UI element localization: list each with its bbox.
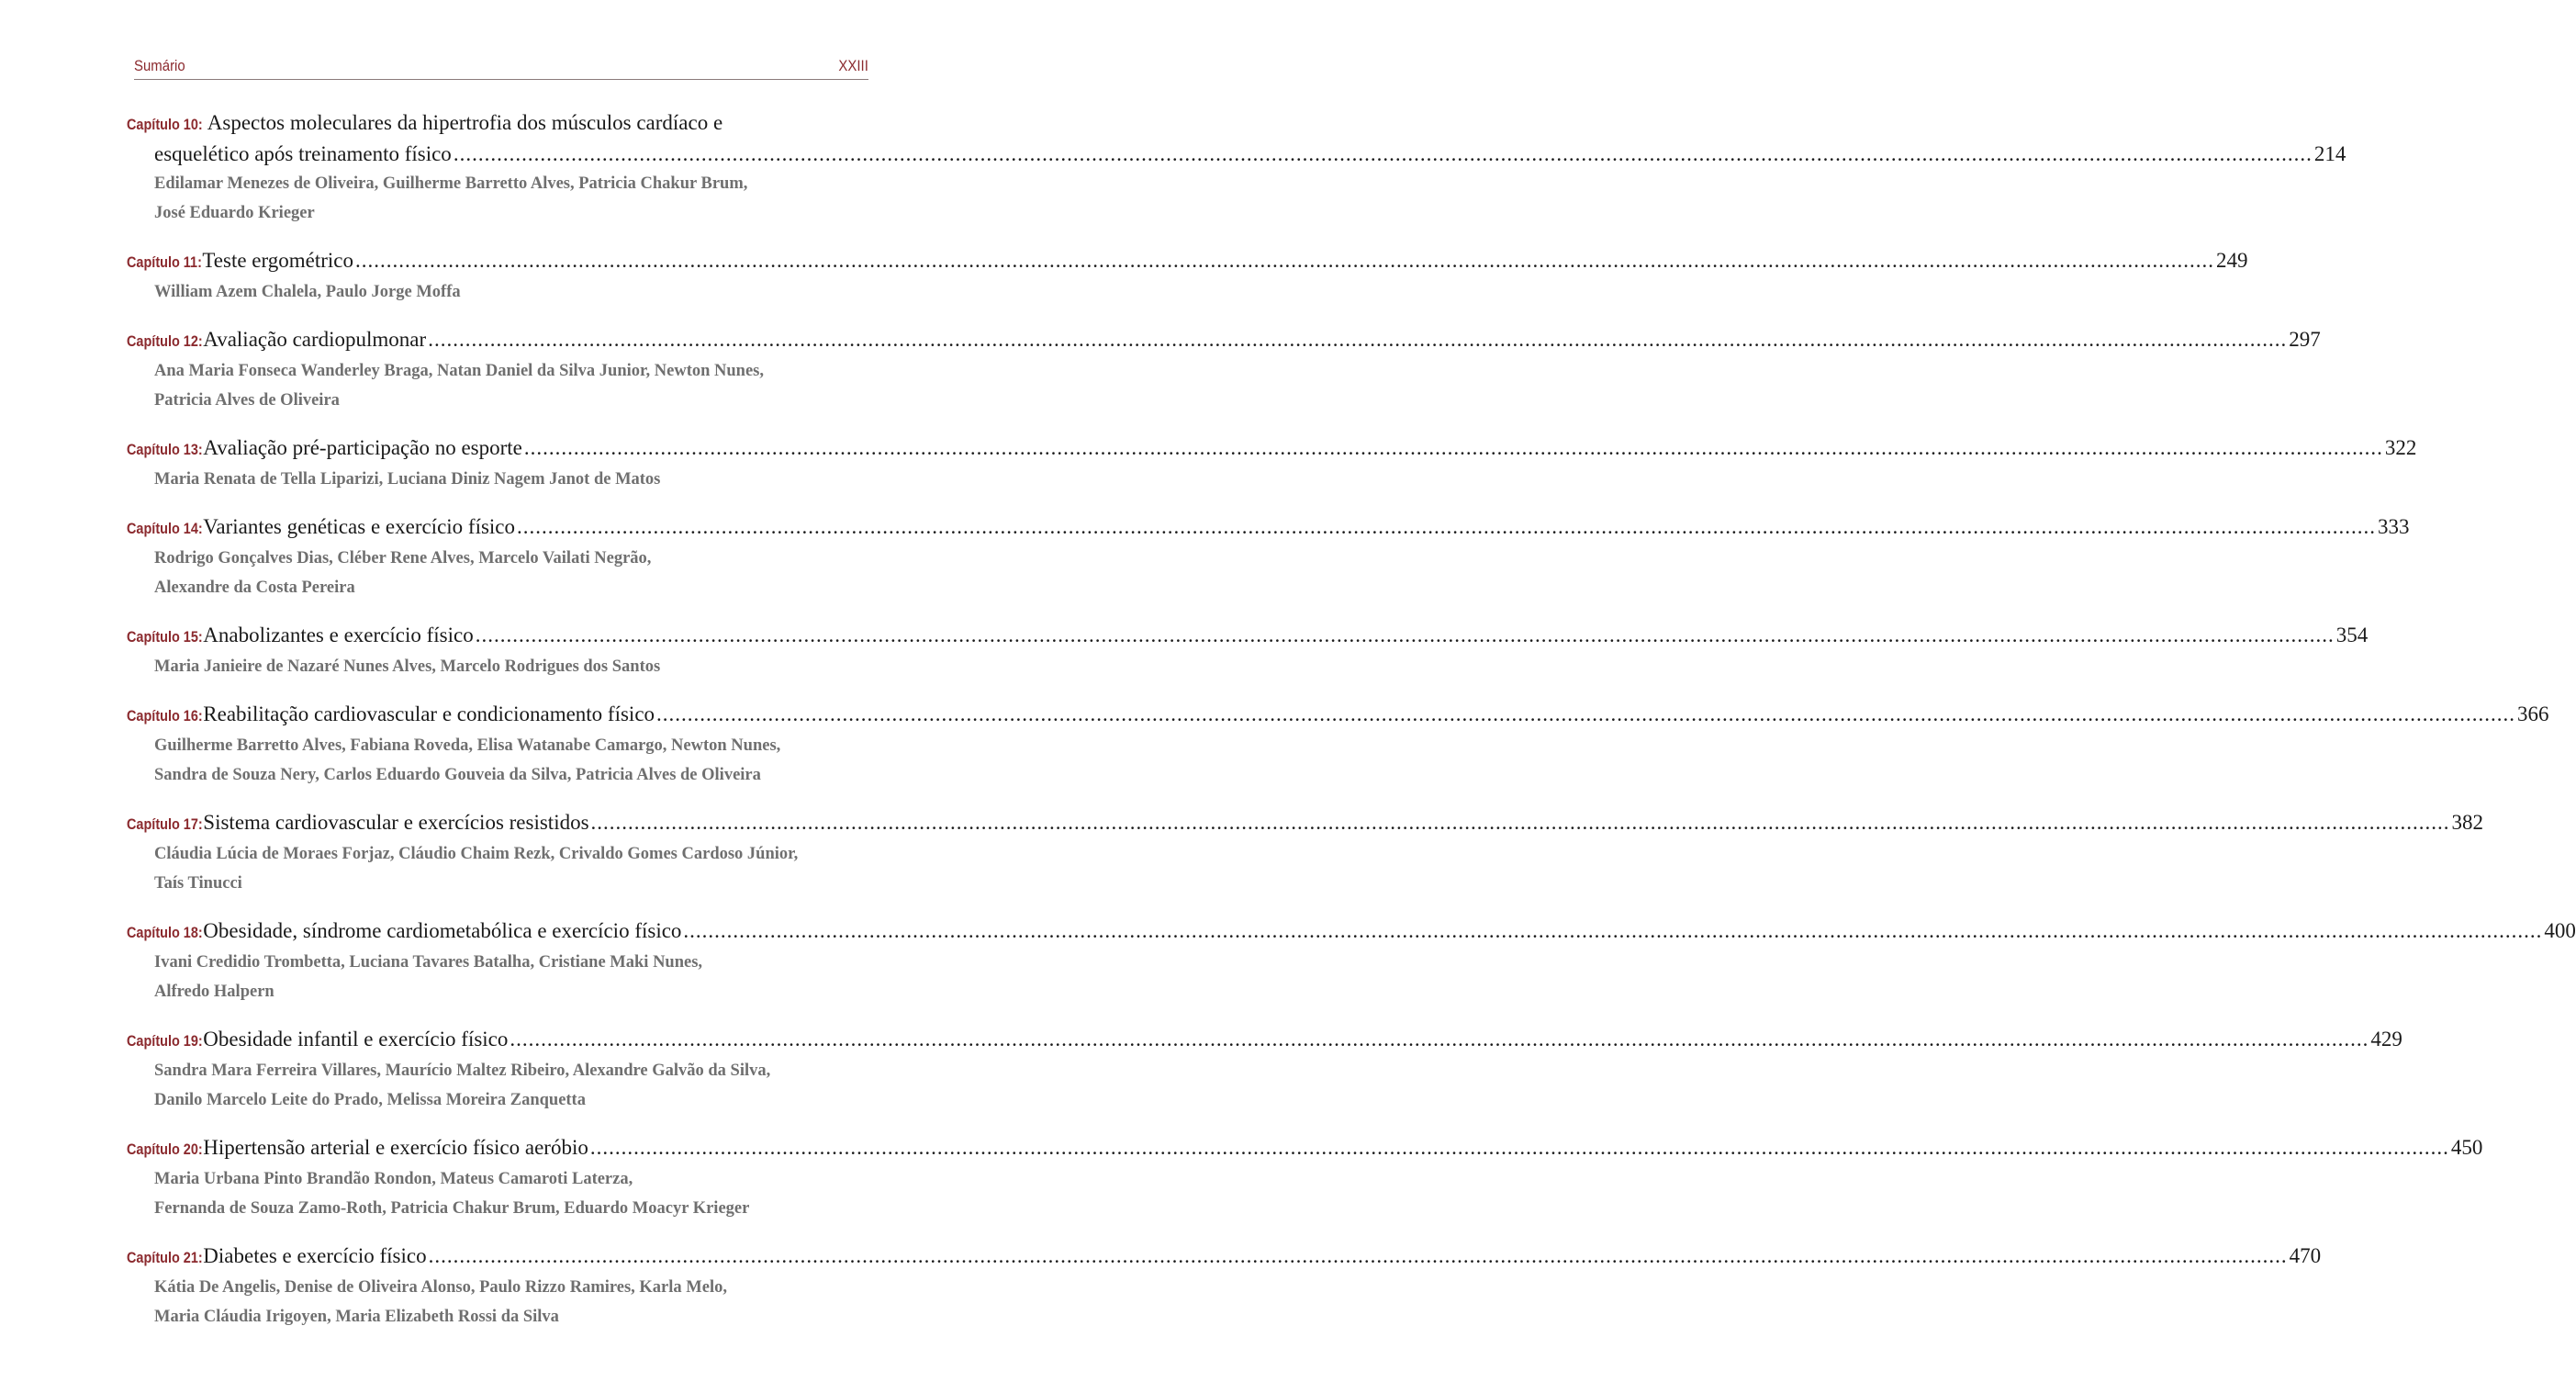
running-header <box>134 53 868 80</box>
chapter-title: Diabetes e exercício físico <box>203 1244 427 1267</box>
chapter-title-line <box>127 325 2321 356</box>
chapter-page-number: 249 <box>2216 249 2248 272</box>
dot-leader: ............................................................................................................................................................................................................................................................................................................ <box>428 328 2288 351</box>
chapter-authors: Alexandre da Costa Pereira <box>154 579 355 597</box>
chapter-authors: Rodrigo Gonçalves Dias, Cléber Rene Alves, Marcelo Vailati Negrão, <box>154 549 652 567</box>
chapter-title: Variantes genéticas e exercício físico <box>203 515 516 538</box>
chapter-page-number: 400 <box>2544 919 2576 942</box>
chapter-label: Capítulo 18: <box>127 924 203 941</box>
toc-entry <box>127 512 2410 602</box>
chapter-label: Capítulo 12: <box>127 332 203 350</box>
chapter-authors: Patricia Alves de Oliveira <box>154 391 340 410</box>
toc-entry <box>127 621 2369 681</box>
chapter-title-cont: esquelético após treinamento físico <box>154 142 452 165</box>
chapter-authors: Alfredo Halpern <box>154 983 274 1001</box>
toc-entry <box>127 108 2346 228</box>
toc-entry <box>127 1133 2483 1223</box>
chapter-title-line <box>127 1242 2322 1273</box>
chapter-title: Sistema cardiovascular e exercícios resistidos <box>203 811 589 834</box>
chapter-title: Obesidade, síndrome cardiometabólica e exercício físico <box>203 919 682 942</box>
chapter-label: Capítulo 17: <box>127 815 203 833</box>
toc-entry <box>127 916 2576 1006</box>
chapter-page-number: 333 <box>2378 515 2410 538</box>
chapter-title-line <box>127 1025 2402 1056</box>
chapter-authors: Ana Maria Fonseca Wanderley Braga, Natan Daniel da Silva Junior, Newton Nunes, <box>154 362 764 380</box>
chapter-title: Reabilitação cardiovascular e condicionamento físico <box>203 702 655 725</box>
chapter-title-line <box>127 1133 2483 1164</box>
table-of-contents <box>127 108 2576 1350</box>
chapter-title-line <box>127 512 2410 544</box>
toc-entry <box>127 700 2549 790</box>
chapter-authors: Kátia De Angelis, Denise de Oliveira Alonso, Paulo Rizzo Ramires, Karla Melo, <box>154 1278 727 1297</box>
chapter-authors: Edilamar Menezes de Oliveira, Guilherme Barretto Alves, Patricia Chakur Brum, <box>154 174 748 193</box>
dot-leader: ............................................................................................................................................................................................................................................................................................................ <box>355 249 2215 272</box>
dot-leader: ............................................................................................................................................................................................................................................................................................................ <box>475 624 2335 646</box>
dot-leader: ............................................................................................................................................................................................................................................................................................................ <box>656 702 2516 725</box>
chapter-title: Obesidade infantil e exercício físico <box>203 1028 509 1051</box>
chapter-authors: Sandra de Souza Nery, Carlos Eduardo Gouveia da Silva, Patricia Alves de Oliveira <box>154 766 761 784</box>
chapter-authors: Ivani Credidio Trombetta, Luciana Tavares Batalha, Cristiane Maki Nunes, <box>154 953 703 972</box>
chapter-authors: William Azem Chalela, Paulo Jorge Moffa <box>154 283 461 301</box>
chapter-authors: Fernanda de Souza Zamo-Roth, Patricia Chakur Brum, Eduardo Moacyr Krieger <box>154 1199 750 1218</box>
dot-leader: ............................................................................................................................................................................................................................................................................................................ <box>683 919 2543 942</box>
chapter-title-line <box>127 246 2248 277</box>
page-number-roman: XXIII <box>838 57 868 74</box>
chapter-title-line <box>127 700 2549 731</box>
chapter-label: Capítulo 15: <box>127 628 203 646</box>
chapter-page-number: 297 <box>2289 328 2321 351</box>
dot-leader: ............................................................................................................................................................................................................................................................................................................ <box>590 811 2450 834</box>
toc-entry <box>127 246 2248 307</box>
chapter-title-line <box>127 808 2484 839</box>
chapter-authors: Sandra Mara Ferreira Villares, Maurício Maltez Ribeiro, Alexandre Galvão da Silva, <box>154 1062 771 1080</box>
chapter-page-number: 429 <box>2370 1028 2402 1051</box>
chapter-authors: Maria Renata de Tella Liparizi, Luciana Diniz Nagem Janot de Matos <box>154 470 661 489</box>
chapter-page-number: 214 <box>2313 142 2346 165</box>
chapter-authors: Maria Urbana Pinto Brandão Rondon, Mateus Camaroti Laterza, <box>154 1170 633 1188</box>
chapter-title: Anabolizantes e exercício físico <box>203 624 474 646</box>
chapter-authors: Maria Cláudia Irigoyen, Maria Elizabeth Rossi da Silva <box>154 1308 559 1326</box>
chapter-label: Capítulo 14: <box>127 520 203 537</box>
toc-entry <box>127 808 2484 898</box>
chapter-authors: Taís Tinucci <box>154 874 242 893</box>
chapter-title: Avaliação pré-participação no esporte <box>203 436 522 459</box>
chapter-authors: Guilherme Barretto Alves, Fabiana Roveda, Elisa Watanabe Camargo, Newton Nunes, <box>154 736 781 755</box>
chapter-authors: Cláudia Lúcia de Moraes Forjaz, Cláudio Chaim Rezk, Crivaldo Gomes Cardoso Júnior, <box>154 845 799 863</box>
toc-entry <box>127 1025 2402 1115</box>
chapter-page-number: 450 <box>2450 1136 2483 1159</box>
dot-leader: ............................................................................................................................................................................................................................................................................................................ <box>517 515 2377 538</box>
chapter-label: Capítulo 13: <box>127 441 203 458</box>
toc-entry <box>127 325 2321 415</box>
chapter-label: Capítulo 11: <box>127 253 202 271</box>
chapter-authors: Maria Janieire de Nazaré Nunes Alves, Marcelo Rodrigues dos Santos <box>154 657 661 676</box>
chapter-title-line <box>127 108 852 140</box>
chapter-title: Hipertensão arterial e exercício físico aeróbio <box>203 1136 588 1159</box>
dot-leader: ............................................................................................................................................................................................................................................................................................................ <box>510 1028 2369 1051</box>
section-title: Sumário <box>134 57 185 74</box>
dot-leader: ............................................................................................................................................................................................................................................................................................................ <box>428 1244 2288 1267</box>
chapter-authors: José Eduardo Krieger <box>154 204 315 222</box>
chapter-page-number: 470 <box>2289 1244 2322 1267</box>
dot-leader: ............................................................................................................................................................................................................................................................................................................ <box>589 1136 2449 1159</box>
chapter-title: Avaliação cardiopulmonar <box>203 328 427 351</box>
chapter-title-line <box>127 916 2576 948</box>
chapter-title-line <box>127 621 2369 652</box>
chapter-label: Capítulo 10: <box>127 116 203 133</box>
dot-leader: ............................................................................................................................................................................................................................................................................................................ <box>523 436 2383 459</box>
chapter-page-number: 322 <box>2384 436 2417 459</box>
chapter-title-line <box>127 433 2417 465</box>
chapter-authors: Danilo Marcelo Leite do Prado, Melissa Moreira Zanquetta <box>154 1091 586 1109</box>
chapter-label: Capítulo 21: <box>127 1249 203 1266</box>
dot-leader: ............................................................................................................................................................................................................................................................................................................ <box>453 142 2313 165</box>
chapter-label: Capítulo 19: <box>127 1032 203 1050</box>
chapter-title-continuation <box>127 140 2346 169</box>
toc-entry <box>127 1242 2322 1331</box>
chapter-page-number: 366 <box>2517 702 2549 725</box>
chapter-page-number: 382 <box>2451 811 2484 834</box>
chapter-title: Teste ergométrico <box>202 249 354 272</box>
chapter-label: Capítulo 16: <box>127 707 203 725</box>
toc-entry <box>127 433 2417 494</box>
chapter-title: Aspectos moleculares da hipertrofia dos músculos cardíaco e <box>207 111 723 134</box>
chapter-page-number: 354 <box>2335 624 2369 646</box>
chapter-label: Capítulo 20: <box>127 1140 203 1158</box>
